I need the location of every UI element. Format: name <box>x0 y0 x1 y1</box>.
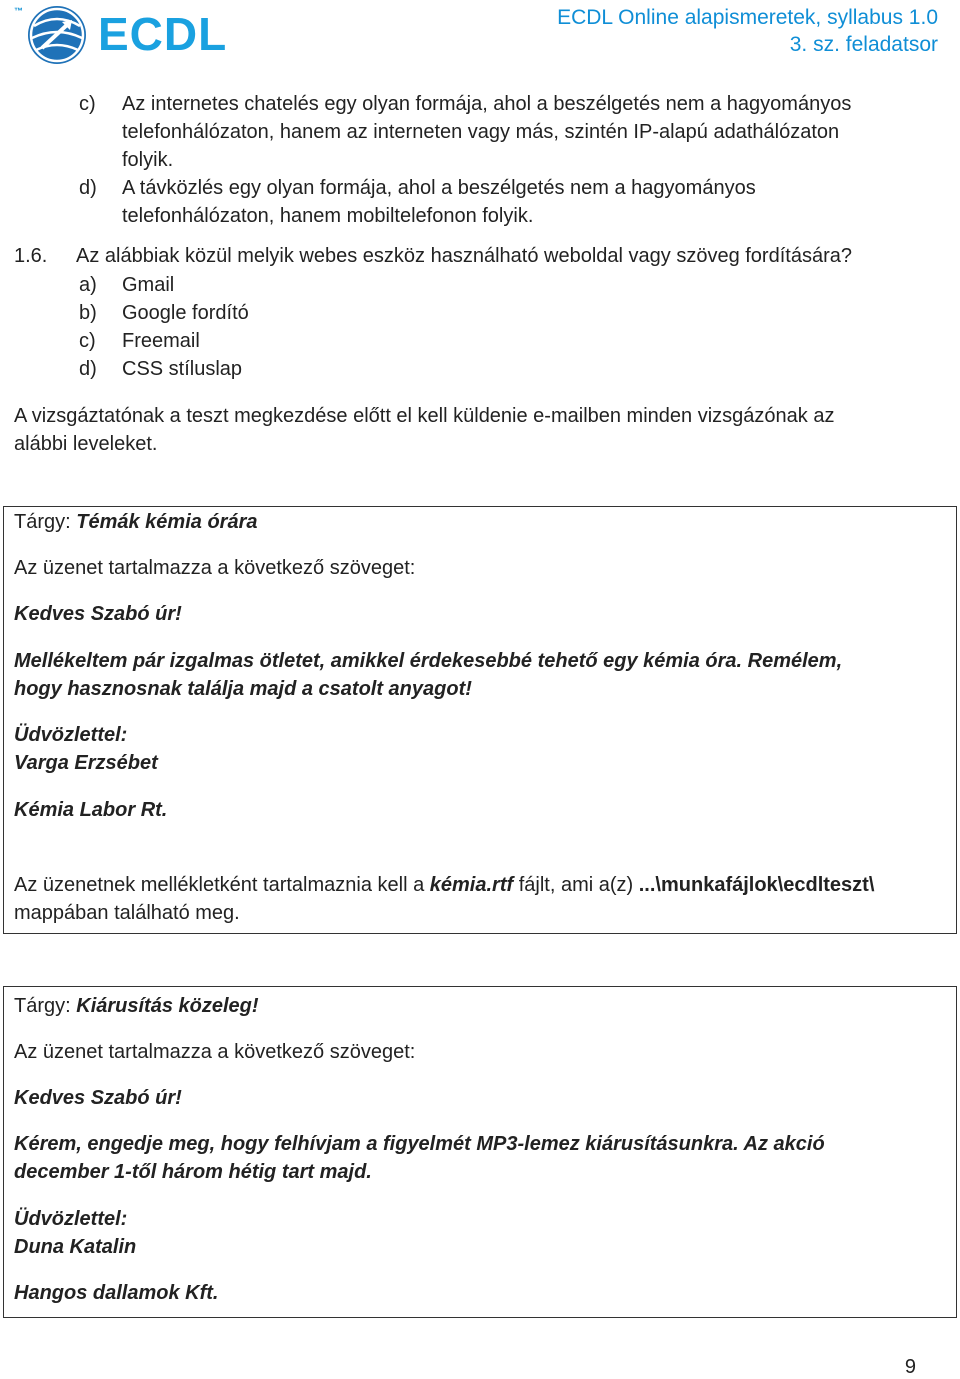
option-c-text: Freemail <box>122 330 200 352</box>
subject-line <box>14 992 259 1020</box>
attachment-instruction-line1 <box>14 871 874 899</box>
sender-name: Duna Katalin <box>14 1236 137 1258</box>
sender-company: Kémia Labor Rt. <box>14 799 168 821</box>
subject-label: Tárgy: <box>14 995 71 1017</box>
exam-set-title: 3. sz. feladatsor <box>789 33 938 56</box>
attachment-mid: fájlt, ami a(z) <box>518 874 634 896</box>
instruction-line1: A vizsgáztatónak a teszt megkezdése előtt el kell küldenie e-mailben minden vizsgázónak az <box>14 405 835 427</box>
option-c-text-line2: telefonhálózaton, hanem az interneten vagy más, szintén IP-alapú adathálózaton <box>122 121 840 143</box>
option-d-marker: d) <box>79 177 97 199</box>
ecdl-logo <box>14 0 226 68</box>
message-greeting: Kedves Szabó úr! <box>14 1087 182 1109</box>
subject-text: Kiárusítás közeleg! <box>76 995 259 1017</box>
option-c-text-line1: Az internetes chatelés egy olyan formája, ahol a beszélgetés nem a hagyományos <box>122 93 852 115</box>
question-number: 1.6. <box>14 245 48 267</box>
message-body-line1: Kérem, engedje meg, hogy felhívjam a figyelmét MP3-lemez kiárusításunkra. Az akció <box>14 1133 825 1155</box>
option-b-text: Google fordító <box>122 302 249 324</box>
message-closing: Üdvözlettel: <box>14 1208 128 1230</box>
option-b-marker: b) <box>79 302 97 324</box>
message-body-line2: december 1-től három hétig tart majd. <box>14 1161 372 1183</box>
trademark-symbol: ™ <box>14 6 23 16</box>
option-c-marker: c) <box>79 330 96 352</box>
message-greeting: Kedves Szabó úr! <box>14 603 182 625</box>
page-number: 9 <box>904 1356 916 1378</box>
question-text: Az alábbiak közül melyik webes eszköz használható weboldal vagy szöveg fordítására? <box>76 245 852 267</box>
attachment-instruction-line2: mappában található meg. <box>14 902 240 924</box>
syllabus-title: ECDL Online alapismeretek, syllabus 1.0 <box>557 6 938 29</box>
option-d-text-line1: A távközlés egy olyan formája, ahol a beszélgetés nem a hagyományos <box>122 177 756 199</box>
option-c-marker: c) <box>79 93 96 115</box>
message-closing: Üdvözlettel: <box>14 724 128 746</box>
message-body-line1: Mellékeltem pár izgalmas ötletet, amikkel érdekesebbé tehető egy kémia óra. Remélem, <box>14 650 843 672</box>
message-intro: Az üzenet tartalmazza a következő szöveget: <box>14 557 416 579</box>
option-d-text: CSS stíluslap <box>122 358 243 380</box>
attachment-path: ...\munkafájlok\ecdlteszt\ <box>638 874 875 896</box>
message-body-line2: hogy hasznosnak találja majd a csatolt anyagot! <box>14 678 472 700</box>
option-d-marker: d) <box>79 358 97 380</box>
ecdl-globe-icon <box>26 4 88 66</box>
option-d-text-line2: telefonhálózaton, hanem mobiltelefonon folyik. <box>122 205 534 227</box>
ecdl-wordmark: ECDL <box>98 8 228 60</box>
instruction-line2: alábbi leveleket. <box>14 433 158 455</box>
attachment-pre: Az üzenetnek mellékletként tartalmaznia kell a <box>14 874 425 896</box>
sender-name: Varga Erzsébet <box>14 752 158 774</box>
option-a-marker: a) <box>79 274 97 296</box>
subject-line <box>14 508 257 536</box>
subject-text: Témák kémia órára <box>76 511 258 533</box>
option-c-text-line3: folyik. <box>122 149 174 171</box>
subject-label: Tárgy: <box>14 511 71 533</box>
option-a-text: Gmail <box>122 274 175 296</box>
sender-company: Hangos dallamok Kft. <box>14 1282 219 1304</box>
attachment-filename: kémia.rtf <box>429 874 514 896</box>
message-intro: Az üzenet tartalmazza a következő szöveget: <box>14 1041 416 1063</box>
document-header <box>557 4 938 58</box>
